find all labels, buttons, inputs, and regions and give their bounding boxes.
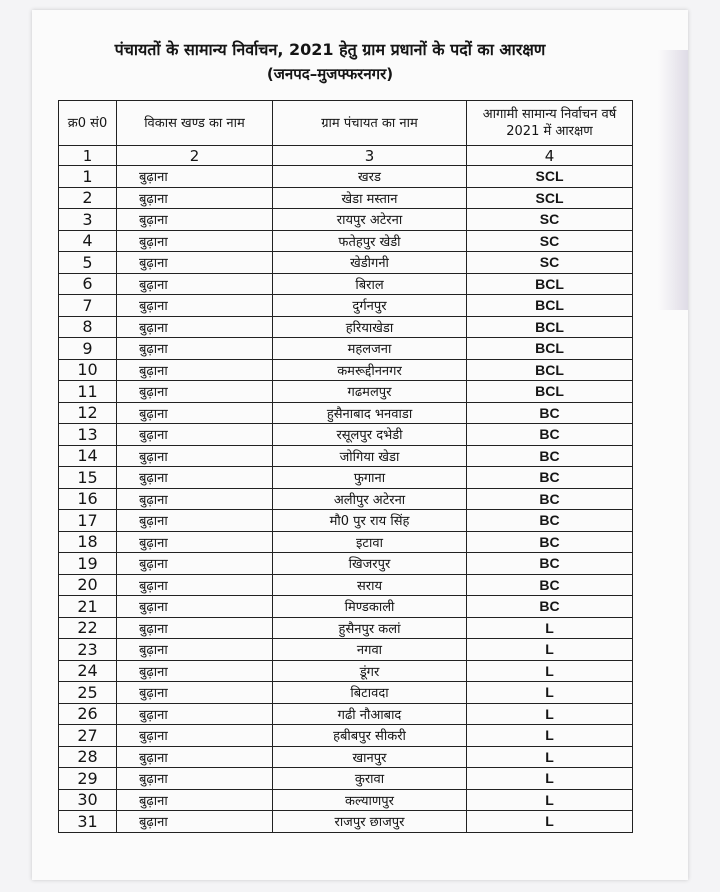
- table-row: [59, 488, 633, 510]
- panchayat-name-cell: नगवा: [273, 639, 467, 661]
- panchayat-name-cell: कुरावा: [273, 768, 467, 790]
- table-row: [59, 617, 633, 639]
- block-name-cell: बुढ़ाना: [117, 682, 273, 704]
- serial-number-cell: 7: [59, 295, 117, 317]
- block-name-cell: बुढ़ाना: [117, 467, 273, 489]
- serial-number-cell: 17: [59, 510, 117, 532]
- serial-number-cell: 24: [59, 660, 117, 682]
- panchayat-name-cell: बिराल: [273, 273, 467, 295]
- table-row: [59, 467, 633, 489]
- serial-number-cell: 13: [59, 424, 117, 446]
- panchayat-name-cell: हबीबपुर सीकरी: [273, 725, 467, 747]
- block-name-cell: बुढ़ाना: [117, 252, 273, 274]
- panchayat-name-cell: खिजरपुर: [273, 553, 467, 575]
- serial-number-cell: 28: [59, 746, 117, 768]
- table-row: [59, 811, 633, 833]
- panchayat-name-cell: बिटावदा: [273, 682, 467, 704]
- document-subtitle: (जनपद–मुजफ्फरनगर): [266, 65, 394, 83]
- header-serial-number: क्र0 सं0: [59, 101, 117, 146]
- reservation-code-cell: BC: [467, 553, 633, 575]
- reservation-code-cell: L: [467, 682, 633, 704]
- block-name-cell: बुढ़ाना: [117, 746, 273, 768]
- serial-number-cell: 30: [59, 789, 117, 811]
- reservation-code-cell: BC: [467, 424, 633, 446]
- reservation-code-cell: L: [467, 617, 633, 639]
- serial-number-cell: 1: [59, 166, 117, 188]
- block-name-cell: बुढ़ाना: [117, 273, 273, 295]
- table-row: [59, 445, 633, 467]
- table-row: [59, 230, 633, 252]
- block-name-cell: बुढ़ाना: [117, 789, 273, 811]
- serial-number-cell: 22: [59, 617, 117, 639]
- header-block-name: विकास खण्ड का नाम: [117, 101, 273, 146]
- reservation-code-cell: BC: [467, 445, 633, 467]
- serial-number-cell: 15: [59, 467, 117, 489]
- reservation-code-cell: L: [467, 703, 633, 725]
- block-name-cell: बुढ़ाना: [117, 338, 273, 360]
- table-row: [59, 746, 633, 768]
- table-row: [59, 359, 633, 381]
- panchayat-name-cell: हुसैनाबाद भनवाडा: [273, 402, 467, 424]
- serial-number-cell: 3: [59, 209, 117, 231]
- reservation-code-cell: BCL: [467, 338, 633, 360]
- reservation-code-cell: BC: [467, 531, 633, 553]
- block-name-cell: बुढ़ाना: [117, 316, 273, 338]
- header-panchayat-name: ग्राम पंचायत का नाम: [273, 101, 467, 146]
- panchayat-name-cell: मौ0 पुर राय सिंह: [273, 510, 467, 532]
- block-name-cell: बुढ़ाना: [117, 230, 273, 252]
- block-name-cell: बुढ़ाना: [117, 209, 273, 231]
- page-edge-shadow: [658, 50, 688, 310]
- panchayat-name-cell: सराय: [273, 574, 467, 596]
- reservation-code-cell: L: [467, 789, 633, 811]
- serial-number-cell: 16: [59, 488, 117, 510]
- panchayat-name-cell: खेडीगनी: [273, 252, 467, 274]
- panchayat-name-cell: मिण्डकाली: [273, 596, 467, 618]
- table-row: [59, 703, 633, 725]
- serial-number-cell: 31: [59, 811, 117, 833]
- serial-number-cell: 12: [59, 402, 117, 424]
- reservation-code-cell: SC: [467, 230, 633, 252]
- reservation-code-cell: BCL: [467, 273, 633, 295]
- table-row: [59, 273, 633, 295]
- document-title: पंचायतों के सामान्य निर्वाचन, 2021 हेतु ग्राम प्रधानों के पदों का आरक्षण: [114, 40, 546, 59]
- block-name-cell: बुढ़ाना: [117, 445, 273, 467]
- serial-number-cell: 2: [59, 187, 117, 209]
- panchayat-name-cell: फतेहपुर खेडी: [273, 230, 467, 252]
- table-row: [59, 252, 633, 274]
- reservation-code-cell: L: [467, 639, 633, 661]
- table-row: [59, 424, 633, 446]
- serial-number-cell: 29: [59, 768, 117, 790]
- block-name-cell: बुढ़ाना: [117, 725, 273, 747]
- table-row: [59, 316, 633, 338]
- reservation-code-cell: SCL: [467, 187, 633, 209]
- table-row: [59, 510, 633, 532]
- table-row: [59, 660, 633, 682]
- reservation-code-cell: BC: [467, 467, 633, 489]
- table-row: [59, 639, 633, 661]
- reservation-code-cell: BC: [467, 488, 633, 510]
- column-number-row: [59, 146, 633, 166]
- panchayat-name-cell: हरियाखेडा: [273, 316, 467, 338]
- reservation-code-cell: SC: [467, 252, 633, 274]
- serial-number-cell: 18: [59, 531, 117, 553]
- serial-number-cell: 19: [59, 553, 117, 575]
- serial-number-cell: 21: [59, 596, 117, 618]
- reservation-code-cell: BC: [467, 402, 633, 424]
- panchayat-name-cell: कल्याणपुर: [273, 789, 467, 811]
- block-name-cell: बुढ़ाना: [117, 660, 273, 682]
- panchayat-name-cell: रायपुर अटेरना: [273, 209, 467, 231]
- reservation-table: [58, 100, 633, 833]
- table-row: [59, 596, 633, 618]
- block-name-cell: बुढ़ाना: [117, 295, 273, 317]
- reservation-code-cell: L: [467, 811, 633, 833]
- serial-number-cell: 8: [59, 316, 117, 338]
- table-row: [59, 789, 633, 811]
- reservation-code-cell: L: [467, 660, 633, 682]
- column-number: 3: [273, 146, 467, 166]
- table-row: [59, 338, 633, 360]
- column-number: 1: [59, 146, 117, 166]
- table-row: [59, 166, 633, 188]
- block-name-cell: बुढ़ाना: [117, 596, 273, 618]
- block-name-cell: बुढ़ाना: [117, 639, 273, 661]
- panchayat-name-cell: जोगिया खेडा: [273, 445, 467, 467]
- panchayat-name-cell: फुगाना: [273, 467, 467, 489]
- table-row: [59, 531, 633, 553]
- block-name-cell: बुढ़ाना: [117, 402, 273, 424]
- serial-number-cell: 4: [59, 230, 117, 252]
- panchayat-name-cell: रसूलपुर दभेडी: [273, 424, 467, 446]
- table-row: [59, 295, 633, 317]
- block-name-cell: बुढ़ाना: [117, 811, 273, 833]
- serial-number-cell: 23: [59, 639, 117, 661]
- reservation-code-cell: BCL: [467, 295, 633, 317]
- panchayat-name-cell: गढमलपुर: [273, 381, 467, 403]
- panchayat-name-cell: राजपुर छाजपुर: [273, 811, 467, 833]
- table-row: [59, 381, 633, 403]
- header-reservation: आगामी सामान्य निर्वाचन वर्ष 2021 में आरक्षण: [467, 101, 633, 146]
- serial-number-cell: 25: [59, 682, 117, 704]
- panchayat-name-cell: कमरूद्दीननगर: [273, 359, 467, 381]
- table-body: [59, 166, 633, 833]
- column-number: 2: [117, 146, 273, 166]
- panchayat-name-cell: खानपुर: [273, 746, 467, 768]
- table-row: [59, 574, 633, 596]
- block-name-cell: बुढ़ाना: [117, 424, 273, 446]
- serial-number-cell: 9: [59, 338, 117, 360]
- reservation-code-cell: BCL: [467, 381, 633, 403]
- reservation-code-cell: L: [467, 768, 633, 790]
- panchayat-name-cell: खेडा मस्तान: [273, 187, 467, 209]
- block-name-cell: बुढ़ाना: [117, 574, 273, 596]
- panchayat-name-cell: इटावा: [273, 531, 467, 553]
- panchayat-name-cell: दुर्गनपुर: [273, 295, 467, 317]
- block-name-cell: बुढ़ाना: [117, 531, 273, 553]
- block-name-cell: बुढ़ाना: [117, 187, 273, 209]
- table-header-row: [59, 101, 633, 146]
- table-row: [59, 682, 633, 704]
- table-row: [59, 768, 633, 790]
- table-row: [59, 725, 633, 747]
- block-name-cell: बुढ़ाना: [117, 166, 273, 188]
- block-name-cell: बुढ़ाना: [117, 617, 273, 639]
- block-name-cell: बुढ़ाना: [117, 488, 273, 510]
- panchayat-name-cell: खरड: [273, 166, 467, 188]
- panchayat-name-cell: गढी नौआबाद: [273, 703, 467, 725]
- serial-number-cell: 26: [59, 703, 117, 725]
- block-name-cell: बुढ़ाना: [117, 359, 273, 381]
- serial-number-cell: 6: [59, 273, 117, 295]
- reservation-code-cell: SCL: [467, 166, 633, 188]
- serial-number-cell: 11: [59, 381, 117, 403]
- reservation-code-cell: SC: [467, 209, 633, 231]
- reservation-code-cell: BCL: [467, 316, 633, 338]
- panchayat-name-cell: डूंगर: [273, 660, 467, 682]
- block-name-cell: बुढ़ाना: [117, 703, 273, 725]
- panchayat-name-cell: महलजना: [273, 338, 467, 360]
- serial-number-cell: 20: [59, 574, 117, 596]
- block-name-cell: बुढ़ाना: [117, 381, 273, 403]
- reservation-code-cell: BC: [467, 596, 633, 618]
- block-name-cell: बुढ़ाना: [117, 510, 273, 532]
- serial-number-cell: 27: [59, 725, 117, 747]
- reservation-code-cell: L: [467, 746, 633, 768]
- serial-number-cell: 14: [59, 445, 117, 467]
- panchayat-name-cell: अलीपुर अटेरना: [273, 488, 467, 510]
- table-row: [59, 402, 633, 424]
- table-row: [59, 553, 633, 575]
- serial-number-cell: 5: [59, 252, 117, 274]
- block-name-cell: बुढ़ाना: [117, 768, 273, 790]
- reservation-code-cell: BCL: [467, 359, 633, 381]
- block-name-cell: बुढ़ाना: [117, 553, 273, 575]
- table-row: [59, 187, 633, 209]
- panchayat-name-cell: हुसैनपुर कलां: [273, 617, 467, 639]
- reservation-code-cell: BC: [467, 574, 633, 596]
- reservation-code-cell: L: [467, 725, 633, 747]
- column-number: 4: [467, 146, 633, 166]
- table-row: [59, 209, 633, 231]
- serial-number-cell: 10: [59, 359, 117, 381]
- reservation-code-cell: BC: [467, 510, 633, 532]
